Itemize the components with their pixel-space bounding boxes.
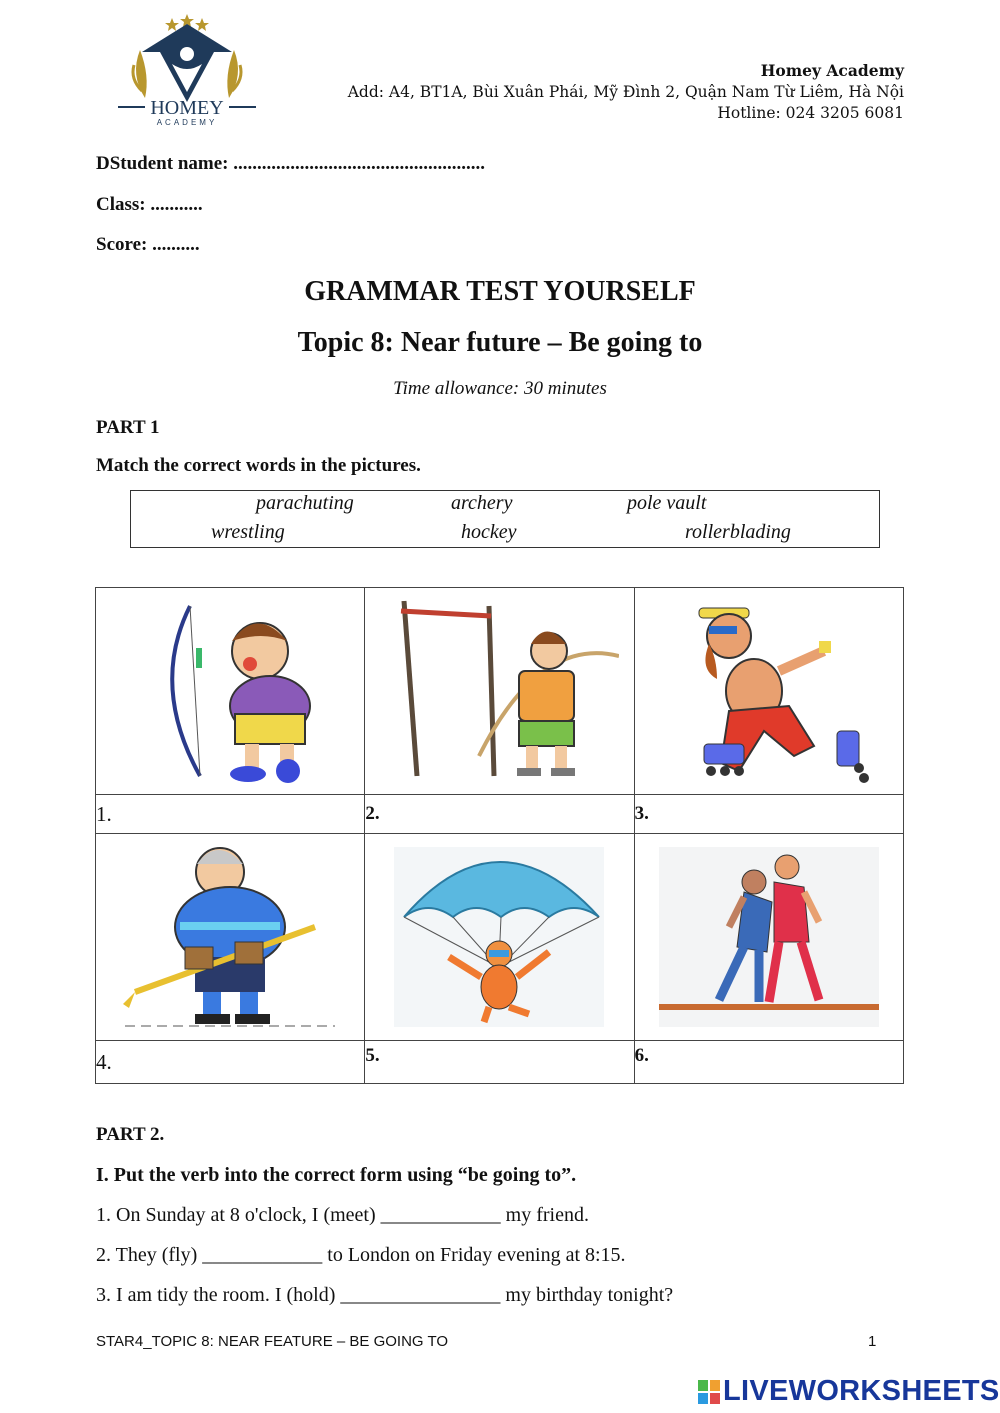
logo-emblem-icon [110, 10, 265, 128]
picture-cell-1 [96, 588, 365, 795]
school-address: Add: A4, BT1A, Bùi Xuân Phái, Mỹ Đình 2, Quận Nam Từ Liêm, Hà Nội [347, 82, 904, 101]
picture-number: 1. [96, 801, 112, 826]
word-archery[interactable]: archery [451, 492, 513, 514]
question-2[interactable]: 2. They (fly) ____________ to London on Friday evening at 8:15. [96, 1244, 626, 1266]
parachuting-icon [389, 842, 609, 1032]
picture-label-6 [634, 1041, 903, 1084]
picture-cell-6 [634, 834, 903, 1041]
part2-instruction: I. Put the verb into the correct form using “be going to”. [96, 1164, 577, 1186]
liveworksheets-brand[interactable] [698, 1375, 1000, 1408]
picture-cell-3 [634, 588, 903, 795]
picture-label-1 [96, 795, 365, 834]
page-title: GRAMMAR TEST YOURSELF [304, 276, 696, 307]
word-parachuting[interactable]: parachuting [256, 492, 354, 514]
class-field[interactable]: Class: ........... [96, 194, 203, 215]
rollerblading-icon [659, 596, 879, 786]
picture-label-3 [634, 795, 903, 834]
hockey-icon [115, 842, 345, 1032]
footer-label: STAR4_TOPIC 8: NEAR FEATURE – BE GOING TO [96, 1333, 449, 1350]
picture-cell-5 [365, 834, 634, 1041]
score-field[interactable]: Score: .......... [96, 234, 200, 255]
time-allowance: Time allowance: 30 minutes [393, 378, 607, 399]
word-pole-vault[interactable]: pole vault [627, 492, 707, 514]
picture-cell-2 [365, 588, 634, 795]
picture-number: 4. [96, 1049, 112, 1074]
part1-instruction: Match the correct words in the pictures. [96, 455, 421, 476]
liveworksheets-icon [698, 1380, 720, 1404]
picture-label-5 [365, 1041, 634, 1084]
part1-heading: PART 1 [96, 417, 160, 438]
picture-number: 2. [365, 803, 380, 824]
picture-grid [95, 587, 904, 1084]
school-hotline: Hotline: 024 3205 6081 [717, 104, 904, 122]
picture-label-4 [96, 1041, 365, 1084]
logo-text: HOMEY [150, 97, 224, 119]
page-number: 1 [868, 1333, 877, 1350]
school-address-block [348, 60, 904, 125]
word-wrestling[interactable]: wrestling [211, 521, 285, 543]
picture-cell-4 [96, 834, 365, 1041]
archery-icon [130, 596, 330, 786]
topic-title: Topic 8: Near future – Be going to [297, 327, 703, 358]
question-1[interactable]: 1. On Sunday at 8 o'clock, I (meet) ____________ my friend. [96, 1204, 589, 1226]
logo-subtext: ACADEMY [156, 118, 218, 127]
question-3[interactable]: 3. I am tidy the room. I (hold) ________________ my birthday tonight? [96, 1284, 674, 1306]
picture-label-2 [365, 795, 634, 834]
picture-number: 3. [634, 803, 649, 824]
picture-number: 5. [365, 1045, 380, 1066]
liveworksheets-text: LIVEWORKSHEETS [723, 1375, 1000, 1407]
wrestling-icon [659, 842, 879, 1032]
part2-heading: PART 2. [96, 1124, 165, 1145]
word-hockey[interactable]: hockey [461, 521, 517, 543]
school-name: Homey Academy [760, 61, 904, 80]
word-rollerblading[interactable]: rollerblading [685, 521, 791, 543]
pole-vault-icon [379, 596, 619, 786]
student-name-field[interactable]: DStudent name: ..................................................... [96, 153, 485, 174]
picture-number: 6. [634, 1045, 649, 1066]
homey-logo [110, 10, 265, 128]
word-bank [130, 490, 880, 548]
